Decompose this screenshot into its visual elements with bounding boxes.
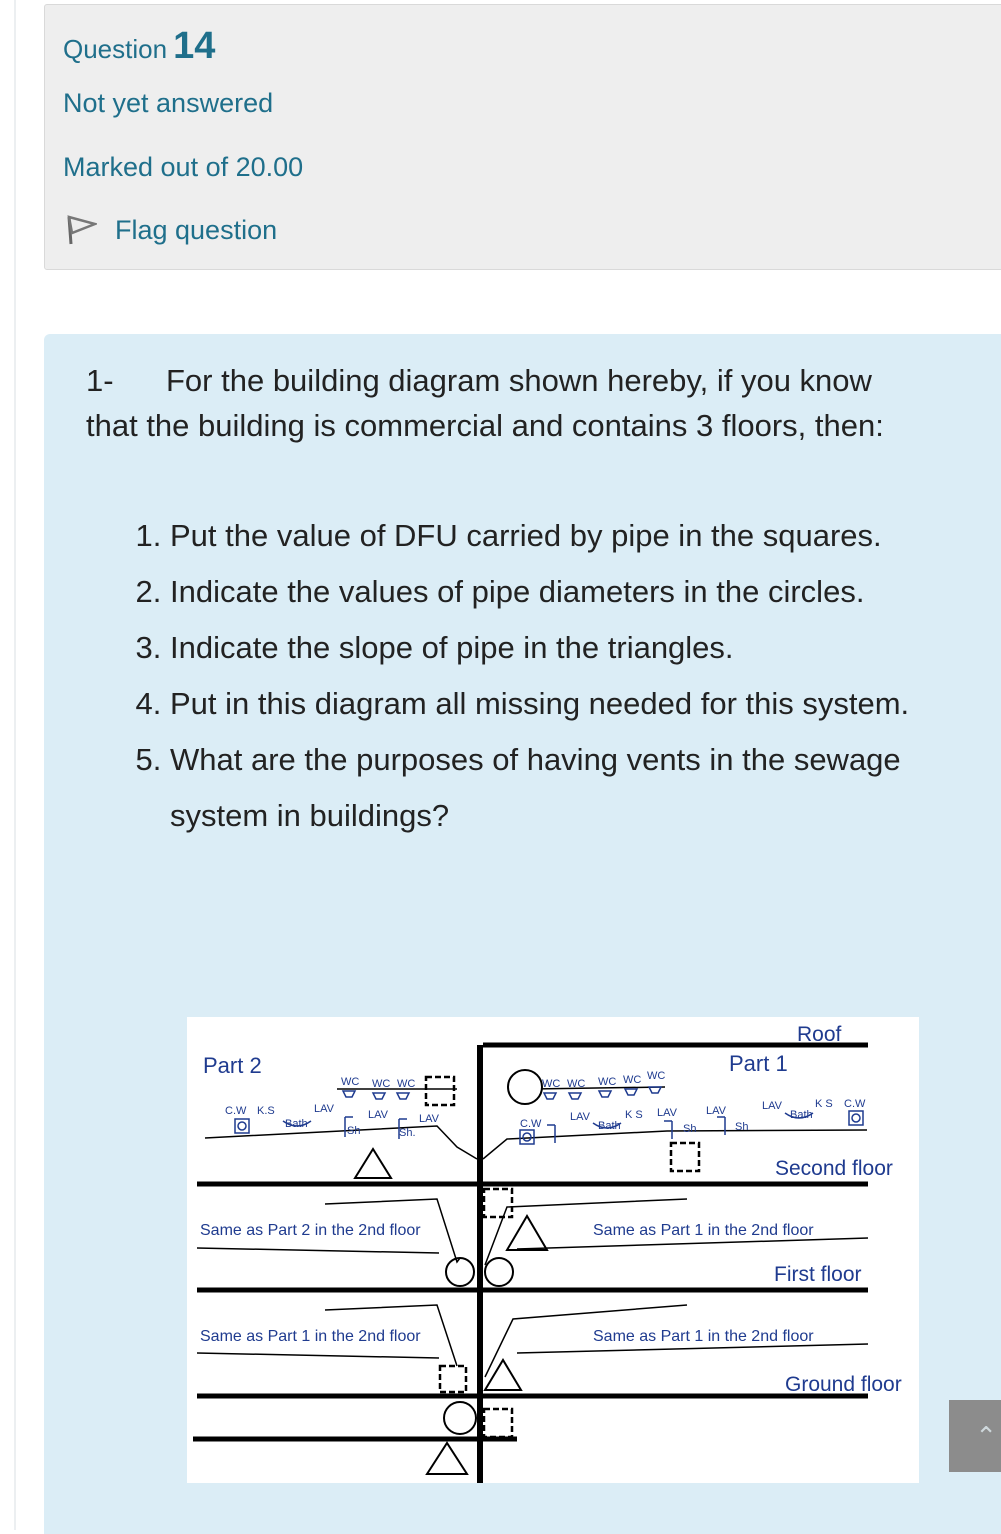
same-as-label: Same as Part 1 in the 2nd floor xyxy=(593,1328,814,1345)
fixture-wc: WC xyxy=(598,1076,617,1088)
question-text-panel xyxy=(44,334,1001,1534)
question-intro: 1- For the building diagram shown hereby, if you know that the building is commercial and contains 3 floors, then: xyxy=(86,363,884,443)
task-item: 2. Indicate the values of pipe diameters in the circles. xyxy=(170,564,930,620)
fixture-ks: K S xyxy=(815,1098,833,1110)
fixture-lav: LAV xyxy=(762,1100,782,1112)
flag-icon xyxy=(63,213,97,247)
task-list xyxy=(132,508,930,844)
same-as-label: Same as Part 2 in the 2nd floor xyxy=(200,1222,421,1239)
same-as-label: Same as Part 1 in the 2nd floor xyxy=(593,1222,814,1239)
fixture-cw: C.W xyxy=(844,1098,866,1110)
task-item: 1. Put the value of DFU carried by pipe in the squares. xyxy=(170,508,930,564)
fixture-sh: Sh xyxy=(347,1125,361,1137)
roof-label: Roof xyxy=(797,1023,842,1046)
fixture-wc: WC xyxy=(372,1078,391,1090)
fixture-sh: Sh. xyxy=(399,1127,416,1139)
fixture-bath: Bath xyxy=(598,1120,621,1132)
chevron-up-icon: ⌃ xyxy=(975,1421,997,1451)
fixture-lav: LAV xyxy=(657,1107,677,1119)
building-drainage-diagram xyxy=(187,1017,919,1483)
same-as-label: Same as Part 1 in the 2nd floor xyxy=(200,1328,421,1345)
fixture-lav: LAV xyxy=(706,1105,726,1117)
fixture-wc: WC xyxy=(567,1078,586,1090)
fixture-wc: WC xyxy=(341,1076,360,1088)
fixture-wc: WC xyxy=(623,1074,642,1086)
fixture-lav: LAV xyxy=(314,1103,334,1115)
fixture-ks: K S xyxy=(625,1109,643,1121)
ground-floor-label: Ground floor xyxy=(785,1373,902,1396)
fixture-wc: WC xyxy=(397,1078,416,1090)
fixture-wc: WC xyxy=(647,1070,666,1082)
fixture-cw: C.W xyxy=(225,1105,247,1117)
task-item: 3. Indicate the slope of pipe in the triangles. xyxy=(170,620,930,676)
question-grade: Marked out of 20.00 xyxy=(63,152,304,182)
page-left-border xyxy=(14,0,16,1530)
fixture-lav: LAV xyxy=(419,1113,439,1125)
part2-label: Part 2 xyxy=(203,1053,262,1078)
question-state: Not yet answered xyxy=(63,88,274,118)
question-number: Question 14 xyxy=(63,25,216,67)
fixture-sh: Sh xyxy=(735,1121,749,1133)
fixture-cw: C.W xyxy=(520,1118,542,1130)
fixture-ks: K.S xyxy=(257,1105,275,1117)
fixture-lav: LAV xyxy=(570,1111,590,1123)
task-item: 4. Put in this diagram all missing needed for this system. xyxy=(170,676,930,732)
first-floor-label: First floor xyxy=(774,1263,862,1286)
fixture-wc: WC xyxy=(542,1078,561,1090)
flag-question-link[interactable] xyxy=(63,213,277,247)
question-info-panel xyxy=(44,4,1001,270)
fixture-bath: Bath xyxy=(790,1109,813,1121)
flag-question-label: Flag question xyxy=(115,214,278,245)
fixture-lav: LAV xyxy=(368,1109,388,1121)
fixture-bath: Bath xyxy=(285,1118,308,1130)
task-item: 5. What are the purposes of having vents in the sewage system in buildings? xyxy=(170,732,930,844)
second-floor-label: Second floor xyxy=(775,1157,893,1180)
part1-label: Part 1 xyxy=(729,1051,788,1076)
fixture-sh: Sh xyxy=(683,1123,697,1135)
scroll-to-top-button[interactable] xyxy=(949,1400,1001,1472)
